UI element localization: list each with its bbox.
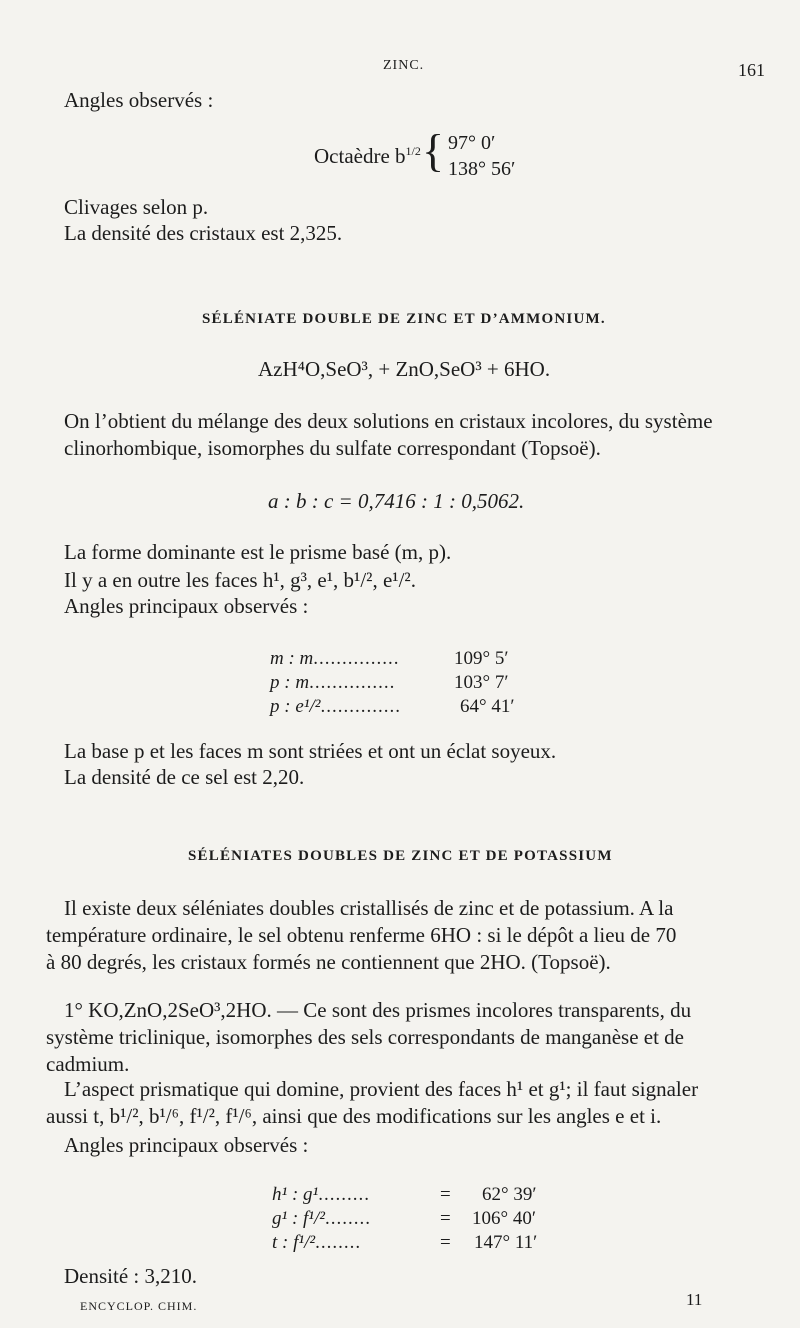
paragraph-seleniates xyxy=(46,895,754,976)
table-row-dots: ........ xyxy=(324,1208,371,1229)
table-row-value: 109° 5′ xyxy=(454,648,509,669)
curly-brace: { xyxy=(422,125,445,176)
table-row xyxy=(272,1208,552,1232)
octaedre-angle-2: 138° 56′ xyxy=(448,158,516,180)
table-row-label: t : f¹/² xyxy=(272,1232,316,1253)
angle-table-potassium xyxy=(272,1184,552,1256)
formula-ammonium: AzH⁴O,SeO³, + ZnO,SeO³ + 6HO. xyxy=(258,357,551,381)
table-row-label: g¹ : f¹/² xyxy=(272,1208,325,1229)
densite-cristaux-line: La densité des cristaux est 2,325. xyxy=(64,221,343,245)
paragraph-obtention xyxy=(64,408,744,462)
octaedre-label xyxy=(314,144,421,169)
table-row-eq: = xyxy=(440,1208,451,1229)
paragraph-line: clinorhombique, isomorphes du sulfate correspondant (Topsoë). xyxy=(64,436,601,460)
forme-dominante-line: La forme dominante est le prisme basé (m, p). xyxy=(64,540,452,564)
table-row xyxy=(270,696,530,720)
table-row-dots: ............... xyxy=(309,672,396,693)
section-heading-ammonium: SÉLÉNIATE DOUBLE DE ZINC ET D’AMMONIUM. xyxy=(202,311,606,327)
table-row-eq: = xyxy=(440,1232,451,1253)
table-row-value: 106° 40′ xyxy=(472,1208,537,1229)
table-row-dots: .............. xyxy=(320,696,401,717)
table-row-dots: ........ xyxy=(315,1232,362,1253)
angles-principaux-label: Angles principaux observés : xyxy=(64,594,309,618)
paragraph-line: 1° KO,ZnO,2SeO³,2HO. — Ce sont des prismes incolores transparents, du xyxy=(64,998,692,1022)
base-striee-line: La base p et les faces m sont striées et ont un éclat soyeux. xyxy=(64,739,557,763)
table-row-value: 64° 41′ xyxy=(460,696,515,717)
table-row-label: h¹ : g¹ xyxy=(272,1184,319,1205)
table-row xyxy=(272,1184,552,1208)
running-title: ZINC. xyxy=(383,58,425,73)
octaedre-exponent: 1/2 xyxy=(405,144,421,158)
footer-encyclop: ENCYCLOP. CHIM. xyxy=(80,1299,198,1313)
paragraph-line: L’aspect prismatique qui domine, provient des faces h¹ et g¹; il faut signaler xyxy=(64,1077,699,1101)
table-row-dots: ......... xyxy=(318,1184,370,1205)
octaedre-angle-1: 97° 0′ xyxy=(448,132,496,154)
table-row-label: m : m xyxy=(270,648,314,669)
densite-potassium-line: Densité : 3,210. xyxy=(64,1264,197,1288)
faces-line: Il y a en outre les faces h¹, g³, e¹, b¹/², e¹/². xyxy=(64,568,416,592)
table-row xyxy=(270,672,530,696)
octaedre-text: Octaèdre b xyxy=(314,144,406,168)
clivages-line: Clivages selon p. xyxy=(64,195,209,219)
table-row-value: 103° 7′ xyxy=(454,672,509,693)
table-row-label: p : m xyxy=(270,672,310,693)
axial-ratio: a : b : c = 0,7416 : 1 : 0,5062. xyxy=(268,489,525,513)
footer-signature: 11 xyxy=(686,1290,703,1309)
paragraph-line: température ordinaire, le sel obtenu renferme 6HO : si le dépôt a lieu de 70 xyxy=(46,923,677,947)
paragraph-line: On l’obtient du mélange des deux solutions en cristaux incolores, du système xyxy=(64,409,713,433)
section-heading-potassium: SÉLÉNIATES DOUBLES DE ZINC ET DE POTASSIUM xyxy=(188,848,613,864)
paragraph-line: à 80 degrés, les cristaux formés ne contiennent que 2HO. (Topsoë). xyxy=(46,950,611,974)
paragraph-line: aussi t, b¹/², b¹/⁶, f¹/², f¹/⁶, ainsi que des modifications sur les angles e et i. xyxy=(46,1104,662,1128)
table-row-value: 147° 11′ xyxy=(474,1232,538,1253)
densite-sel-line: La densité de ce sel est 2,20. xyxy=(64,765,305,789)
angles-observes-label: Angles observés : xyxy=(64,88,214,112)
paragraph-line: cadmium. xyxy=(46,1052,130,1076)
paragraph-aspect xyxy=(46,1076,766,1130)
table-row-eq: = xyxy=(440,1184,451,1205)
page-number: 161 xyxy=(738,60,765,80)
table-row-label: p : e¹/² xyxy=(270,696,321,717)
paragraph-ko-zno xyxy=(46,997,766,1078)
table-row xyxy=(272,1232,552,1256)
table-row-value: 62° 39′ xyxy=(482,1184,537,1205)
paragraph-line: Il existe deux séléniates doubles cristallisés de zinc et de potassium. A la xyxy=(64,896,674,920)
angles-principaux-label-2: Angles principaux observés : xyxy=(64,1133,309,1157)
table-row-dots: ............... xyxy=(313,648,400,669)
paragraph-line: système triclinique, isomorphes des sels correspondants de manganèse et de xyxy=(46,1025,684,1049)
angle-table-ammonium xyxy=(270,648,530,720)
table-row xyxy=(270,648,530,672)
